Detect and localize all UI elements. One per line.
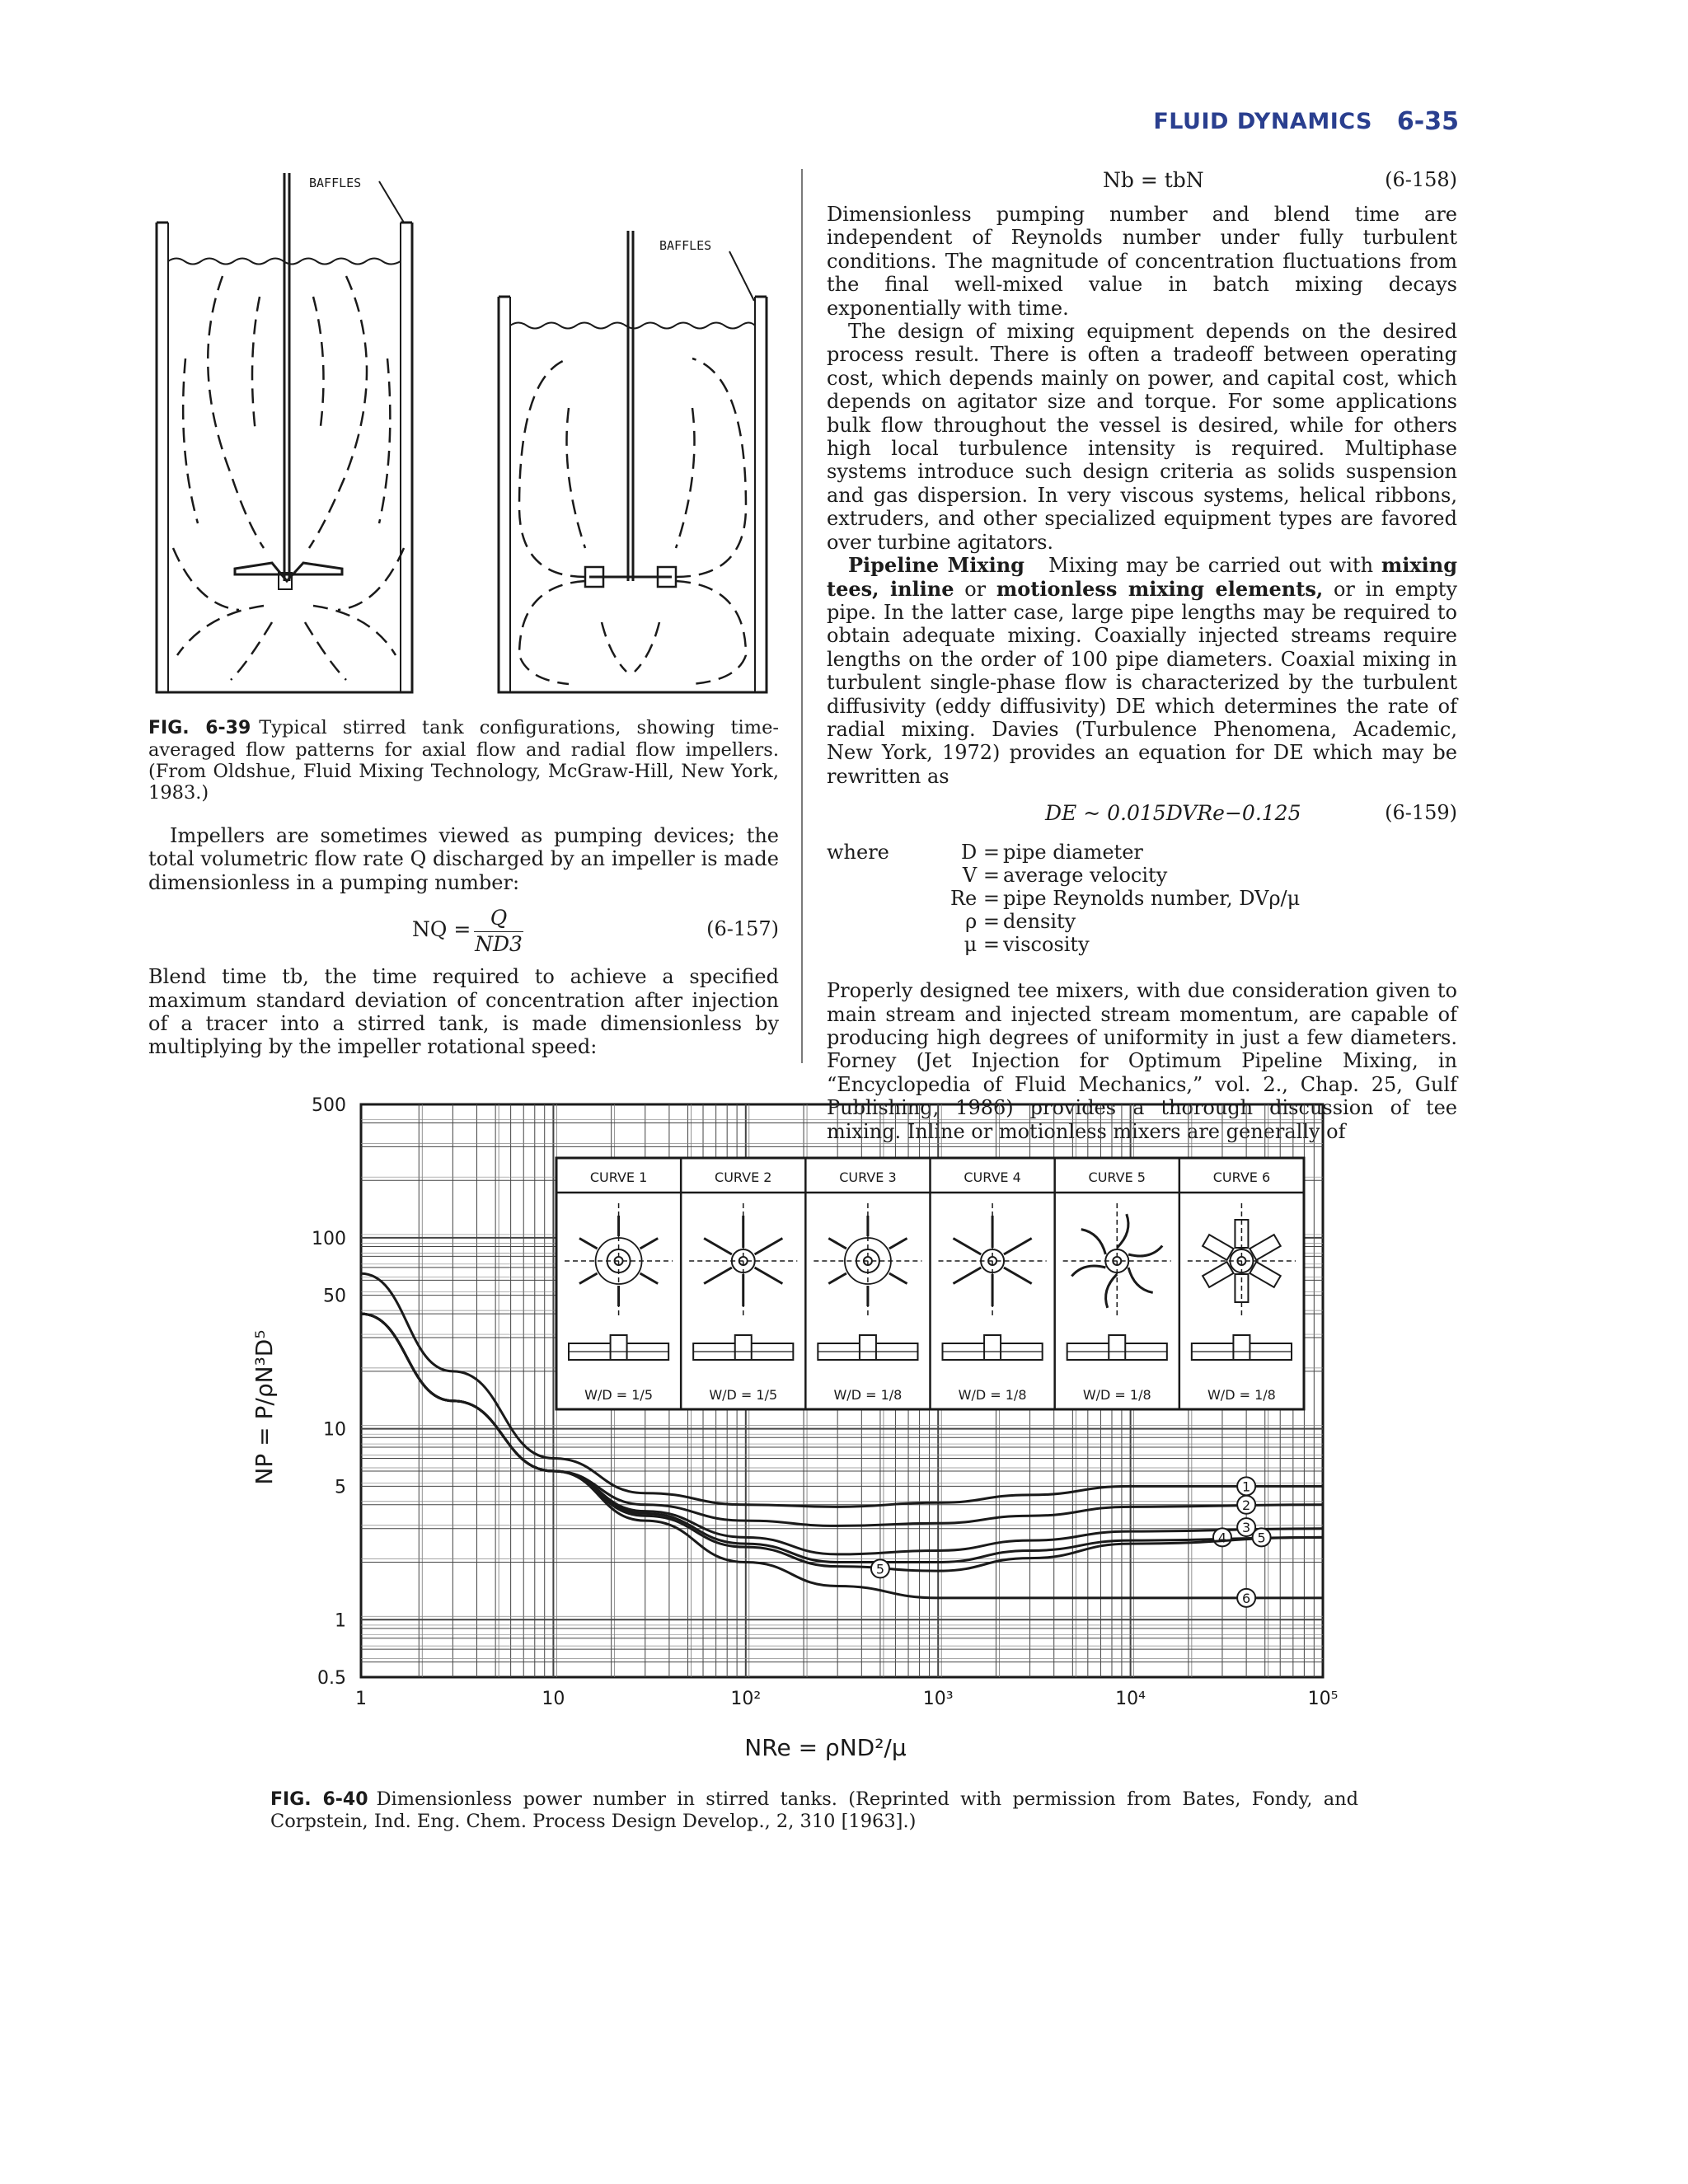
- x-tick-label: 10⁴: [1115, 1689, 1146, 1709]
- fig39-caption: [148, 717, 779, 804]
- inset-curve-title: CURVE 3: [839, 1169, 897, 1185]
- x-tick-label: 10³: [922, 1689, 954, 1709]
- pm-text-c: or in empty pipe. In the latter case, large pipe lengths may be required to obtain adequate mixing. Coaxially injected streams require lengths on the order of 100 pipe diameters. Coaxial mixing in turbulent single-phase flow is characterized by the turbulent diffusivity (eddy diffusivity) DE which determines the rate of radial mixing. Davies (Turbulence Phenomena, Academic, New York, 1972) provides an equation for DE which may be rewritten as: [827, 577, 1458, 788]
- equation-6-157: [148, 906, 779, 960]
- curve-label-5: 5: [1257, 1530, 1266, 1546]
- inset-side-hub: [735, 1335, 752, 1360]
- column-divider: [801, 169, 803, 1063]
- fig39-label: FIG. 6-39: [148, 718, 251, 738]
- where-sym-mu: μ =: [964, 933, 1000, 957]
- fig40-label: FIG. 6-40: [270, 1789, 368, 1810]
- y-tick-label: 0.5: [317, 1668, 346, 1689]
- curve-label-1: 1: [1242, 1479, 1251, 1495]
- curve-label-6: 6: [1242, 1590, 1251, 1606]
- eq159-text: DE ~ 0.015DVRe−0.125: [1045, 801, 1301, 826]
- right-para-2: The design of mixing equipment depends on the desired process result. There is often a tradeoff between operating cost, which depends mainly on power, and capital cost, which depends on agitator size and torque. For some applications bulk flow throughout the vessel is desired, while for others high local turbulence intensity is required. Multiphase systems introduce such design criteria as solids suspension and gas dispersion. In very viscous systems, helical ribbons, extruders, and other specialized equipment types are favored over turbine agitators.: [827, 320, 1457, 554]
- baffles-label-right: BAFFLES: [659, 238, 712, 253]
- y-axis-label: NP = P/ρN³D⁵: [251, 1329, 278, 1485]
- running-title: FLUID DYNAMICS: [1153, 109, 1372, 134]
- inset-wd-label: W/D = 1/5: [709, 1387, 778, 1403]
- y-tick-label: 500: [312, 1095, 346, 1116]
- inset-wd-label: W/D = 1/5: [584, 1387, 654, 1403]
- eq157-denominator: ND3: [475, 932, 523, 957]
- x-axis-label: NRe = ρND²/μ: [744, 1734, 907, 1761]
- inset-side-hub: [1233, 1335, 1250, 1360]
- page-header: [1153, 105, 1459, 142]
- equation-6-158: [827, 166, 1457, 203]
- pm-bold-2: motionless mixing elements,: [996, 576, 1324, 601]
- right-para-3: Properly designed tee mixers, with due consideration given to main stream and injected stream momentum, are capable of producing high degrees of uniformity in just a few diameters. Forney (Jet Injection for Optimum Pipeline Mixing, in “Encyclopedia of Fluid Mechanics,” vol. 2., Chap. 25, Gulf Publishing, 1986) provides a thorough discussion of tee mixing. Inline or motionless mixers are generally of: [827, 979, 1457, 1143]
- curve-label-3: 3: [1242, 1520, 1251, 1536]
- curve-label-2: 2: [1242, 1497, 1251, 1513]
- where-list: [827, 841, 1457, 956]
- inset-curve-title: CURVE 2: [715, 1169, 772, 1185]
- inset-curve-title: CURVE 4: [964, 1169, 1021, 1185]
- right-para-1: Dimensionless pumping number and blend time are independent of Reynolds number under fully turbulent conditions. The magnitude of concentration fluctuations from the final well-mixed value in batch mixing decays exponentially with time.: [827, 203, 1457, 320]
- curve-label-4: 4: [1217, 1530, 1227, 1546]
- eq157-lhs: NQ =: [412, 917, 471, 942]
- inset-curve-title: CURVE 5: [1088, 1169, 1146, 1185]
- fig40-power-number-chart: [247, 1080, 1401, 1805]
- y-tick-label: 5: [335, 1477, 346, 1498]
- y-tick-label: 100: [312, 1228, 346, 1249]
- fig40-caption: [270, 1788, 1358, 1832]
- fig40-caption-text: Dimensionless power number in stirred tanks. (Reprinted with permission from Bates, Fondy, and Corpstein, Ind. Eng. Chem. Process Design Develop., 2, 310 [1963].): [270, 1788, 1359, 1832]
- eq157-numerator: Q: [474, 906, 523, 932]
- baffles-label-left: BAFFLES: [309, 176, 362, 190]
- where-def-rho: density: [1003, 910, 1076, 934]
- inset-wd-label: W/D = 1/8: [1082, 1387, 1151, 1403]
- inset-curve-title: CURVE 1: [589, 1169, 648, 1185]
- eq158-number: (6-158): [1385, 168, 1457, 191]
- y-tick-label: 50: [323, 1286, 346, 1307]
- pipeline-mixing-para: [827, 554, 1457, 788]
- where-sym-d: D =: [961, 841, 1000, 865]
- left-para-2: Blend time tb, the time required to achieve a specified maximum standard deviation of concentration after injection of a tracer into a stirred tank, is made dimensionless by multiplying by the impeller rotational speed:: [148, 965, 779, 1059]
- x-tick-label: 10: [542, 1689, 565, 1709]
- page-number: 6-35: [1396, 107, 1459, 136]
- right-column: [827, 166, 1457, 1143]
- inset-side-hub: [984, 1335, 1001, 1360]
- inset-wd-label: W/D = 1/8: [833, 1387, 903, 1403]
- inset-wd-label: W/D = 1/8: [958, 1387, 1027, 1403]
- x-tick-label: 1: [355, 1689, 367, 1709]
- pm-text-a: Mixing may be carried out with: [1048, 554, 1374, 578]
- where-label: where: [827, 841, 889, 865]
- where-def-re: pipe Reynolds number, DVρ/μ: [1003, 887, 1301, 911]
- where-def-v: average velocity: [1003, 864, 1168, 888]
- x-tick-label: 10²: [730, 1689, 762, 1709]
- x-tick-label: 10⁵: [1307, 1689, 1339, 1709]
- left-column: [148, 824, 779, 1059]
- y-tick-label: 10: [323, 1419, 346, 1441]
- inset-wd-label: W/D = 1/8: [1207, 1387, 1276, 1403]
- y-tick-label: 1: [335, 1610, 346, 1632]
- where-def-d: pipe diameter: [1003, 841, 1143, 865]
- where-sym-v: V =: [962, 864, 1000, 888]
- curve-label-5-mid: 5: [875, 1561, 885, 1577]
- eq158-text: Nb = tbN: [1103, 168, 1204, 192]
- inset-curve-title: CURVE 6: [1212, 1169, 1271, 1185]
- equation-6-159: [827, 794, 1457, 841]
- where-sym-re: Re =: [950, 887, 1000, 911]
- inset-side-hub: [860, 1335, 876, 1360]
- impeller-inset: [556, 1158, 1304, 1409]
- pipeline-mixing-heading: Pipeline Mixing: [848, 553, 1025, 578]
- eq157-number: (6-157): [706, 917, 779, 941]
- inset-side-hub: [611, 1335, 627, 1360]
- where-sym-rho: ρ =: [965, 910, 1000, 934]
- pm-bold-1: mixing tees, inline: [827, 553, 1457, 601]
- eq159-number: (6-159): [1385, 801, 1457, 825]
- pm-text-b: or: [964, 577, 987, 601]
- fig39-caption-text: Typical stirred tank configurations, showing time-averaged flow patterns for axial flow and radial flow impellers. (From Oldshue, Fluid Mixing Technology, McGraw-Hill, New York, 1983.): [148, 717, 780, 804]
- left-para-1: Impellers are sometimes viewed as pumping devices; the total volumetric flow rate Q discharged by an impeller is made dimensionless in a pumping number:: [148, 824, 779, 894]
- fig39-tank-diagram: [140, 161, 791, 709]
- inset-side-hub: [1109, 1335, 1125, 1360]
- where-def-mu: viscosity: [1003, 933, 1090, 957]
